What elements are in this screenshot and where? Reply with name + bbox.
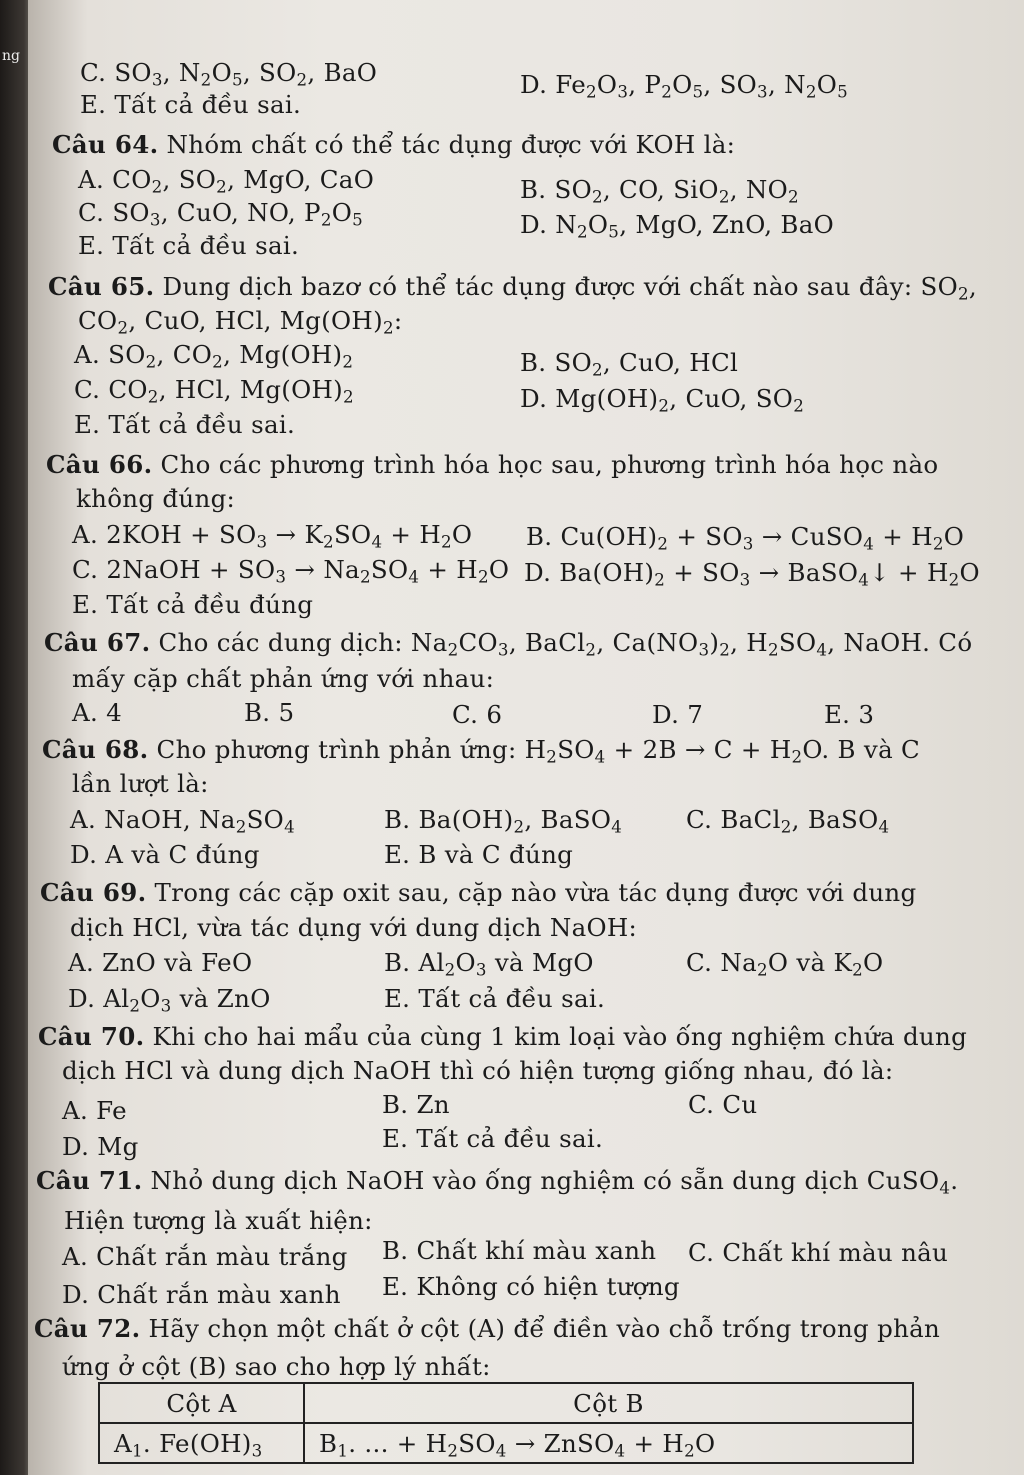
q72-label: Câu 72.: [34, 1314, 141, 1343]
q68-stem-line-2: lần lượt là:: [72, 769, 209, 798]
textbook-page: [28, 0, 1024, 1475]
facing-page-fragment: ng: [2, 48, 20, 64]
q69-option-b: B. $Al_2O_3$ và MgO: [384, 948, 594, 980]
q71-option-b: B. Chất khí màu xanh: [382, 1236, 657, 1265]
q67-option-c: C. 6: [452, 700, 503, 729]
q65-stem: Dung dịch bazơ có thể tác dụng được với chất nào sau đây: $SO_2$,: [162, 272, 977, 304]
q72-stem-line-2: ứng ở cột (B) sao cho hợp lý nhất:: [62, 1352, 491, 1381]
q71-label: Câu 71.: [36, 1166, 143, 1195]
q63-option-d: D. $Fe_2O_3$, $P_2O_5$, $SO_3$, $N_2O_5$: [520, 70, 849, 102]
q65-option-b: B. $SO_2$, CuO, HCl: [520, 348, 739, 380]
q70-option-e: E. Tất cả đều sai.: [382, 1124, 604, 1153]
q69-option-d: D. $Al_2O_3$ và ZnO: [68, 984, 271, 1016]
q63-option-e: E. Tất cả đều sai.: [80, 90, 302, 119]
q64-stem-line-1: [52, 130, 735, 159]
q64-option-b: B. $SO_2$, CO, SiO$_2$, $NO_2$: [520, 175, 799, 207]
q70-stem-line-2: dịch HCl và dung dịch NaOH thì có hiện tượng giống nhau, đó là:: [62, 1056, 894, 1085]
q67-option-b: B. 5: [244, 698, 295, 727]
q67-option-a: A. 4: [72, 698, 123, 727]
q68-option-e: E. B và C đúng: [384, 840, 574, 869]
q66-stem-line-2: không đúng:: [76, 484, 236, 513]
q70-stem: Khi cho hai mẩu của cùng 1 kim loại vào ống nghiệm chứa dung: [152, 1022, 968, 1051]
q65-option-a: A. $SO_2$, $CO_2$, $Mg(OH)_2$: [74, 340, 354, 372]
table-header-row: [99, 1383, 913, 1423]
q67-stem: Cho các dung dịch: $Na_2CO_3$, BaCl$_2$, $Ca(NO_3)_2$, $H_2SO_4$, NaOH. Có: [158, 628, 973, 660]
q69-option-e: E. Tất cả đều sai.: [384, 984, 606, 1013]
q69-stem-line-1: [40, 878, 916, 907]
q67-option-e: E. 3: [824, 700, 875, 729]
q65-option-e: E. Tất cả đều sai.: [74, 410, 296, 439]
q68-stem-line-1: [42, 735, 921, 767]
q63-option-c: C. $SO_3$, $N_2O_5$, $SO_2$, BaO: [80, 58, 378, 90]
q71-stem: Nhỏ dung dịch NaOH vào ống nghiệm có sẵn dung dịch CuSO$_4$.: [150, 1166, 959, 1198]
q71-option-a: A. Chất rắn màu trắng: [62, 1242, 348, 1271]
q65-label: Câu 65.: [48, 272, 155, 301]
q72-stem-line-1: [34, 1314, 940, 1343]
q67-label: Câu 67.: [44, 628, 151, 657]
q71-option-d: D. Chất rắn màu xanh: [62, 1280, 341, 1309]
q64-stem: Nhóm chất có thể tác dụng được với KOH là:: [166, 130, 736, 159]
q69-stem: Trong các cặp oxit sau, cặp nào vừa tác dụng được với dung: [154, 878, 917, 907]
q70-option-a: A. Fe: [62, 1096, 127, 1125]
q67-option-d: D. 7: [652, 700, 704, 729]
q65-option-c: C. $CO_2$, HCl, $Mg(OH)_2$: [74, 375, 354, 407]
q71-option-c: C. Chất khí màu nâu: [688, 1238, 949, 1267]
q72-stem: Hãy chọn một chất ở cột (A) để điền vào chỗ trống trong phản: [148, 1314, 941, 1343]
q68-option-a: A. NaOH, $Na_2SO_4$: [70, 805, 295, 837]
table-cell-a1: $A_1$. $Fe(OH)_3$: [99, 1423, 304, 1463]
q64-option-c: C. $SO_3$, CuO, NO, $P_2O_5$: [78, 198, 364, 230]
q68-label: Câu 68.: [42, 735, 149, 764]
q66-option-e: E. Tất cả đều đúng: [72, 590, 314, 619]
q66-option-a: A. $2KOH + SO_3 \to K_2SO_4 + H_2O$: [72, 520, 473, 552]
q71-stem-line-2: Hiện tượng là xuất hiện:: [64, 1206, 373, 1235]
table-header-col-b: Cột B: [304, 1383, 913, 1423]
q66-option-c: C. 2NaOH + $SO_3 \to Na_2SO_4 + H_2O$: [72, 555, 510, 587]
q70-option-c: C. Cu: [688, 1090, 758, 1119]
q70-option-b: B. Zn: [382, 1090, 450, 1119]
q70-label: Câu 70.: [38, 1022, 145, 1051]
q68-stem: Cho phương trình phản ứng: $H_2SO_4 + 2B \to C + H_2O$. B và C: [156, 735, 921, 767]
q70-stem-line-1: [38, 1022, 967, 1051]
q68-option-b: B. $Ba(OH)_2$, BaSO$_4$: [384, 805, 623, 837]
q64-option-e: E. Tất cả đều sai.: [78, 231, 300, 260]
table-cell-b1: $B_1$. ... + $H_2SO_4$ → ZnSO$_4$ + $H_2O$: [304, 1423, 913, 1463]
q68-option-c: C. BaCl$_2$, BaSO$_4$: [686, 805, 890, 837]
q68-option-d: D. A và C đúng: [70, 840, 260, 869]
q65-stem-line-2: $CO_2$, CuO, HCl, $Mg(OH)_2$:: [78, 306, 403, 338]
q69-label: Câu 69.: [40, 878, 147, 907]
q71-stem-line-1: [36, 1166, 959, 1198]
q70-option-d: D. Mg: [62, 1132, 139, 1161]
q67-stem-line-1: [44, 628, 973, 660]
q69-option-c: C. $Na_2O$ và $K_2O$: [686, 948, 884, 980]
q64-label: Câu 64.: [52, 130, 159, 159]
q69-stem-line-2: dịch HCl, vừa tác dụng với dung dịch NaOH:: [70, 913, 638, 942]
q64-option-d: D. $N_2O_5$, MgO, ZnO, BaO: [520, 210, 834, 242]
q67-stem-line-2: mấy cặp chất phản ứng với nhau:: [72, 664, 495, 693]
table-row: [99, 1423, 913, 1463]
q66-stem-line-1: [46, 450, 938, 479]
q66-stem: Cho các phương trình hóa học sau, phương trình hóa học nào: [160, 450, 939, 479]
q64-option-a: A. $CO_2$, $SO_2$, MgO, CaO: [78, 165, 375, 197]
table-header-col-a: Cột A: [99, 1383, 304, 1423]
q65-stem-line-1: [48, 272, 977, 304]
q66-option-d: D. $Ba(OH)_2 + SO_3$ → BaSO$_4$↓ + $H_2O$: [524, 558, 980, 590]
q65-option-d: D. $Mg(OH)_2$, CuO, $SO_2$: [520, 384, 805, 416]
q66-option-b: B. $Cu(OH)_2 + SO_3$ → CuSO$_4$ + $H_2O$: [526, 522, 965, 554]
q71-option-e: E. Không có hiện tượng: [382, 1272, 680, 1301]
q72-matching-table: [98, 1382, 914, 1464]
q66-label: Câu 66.: [46, 450, 153, 479]
q69-option-a: A. ZnO và FeO: [68, 948, 253, 977]
